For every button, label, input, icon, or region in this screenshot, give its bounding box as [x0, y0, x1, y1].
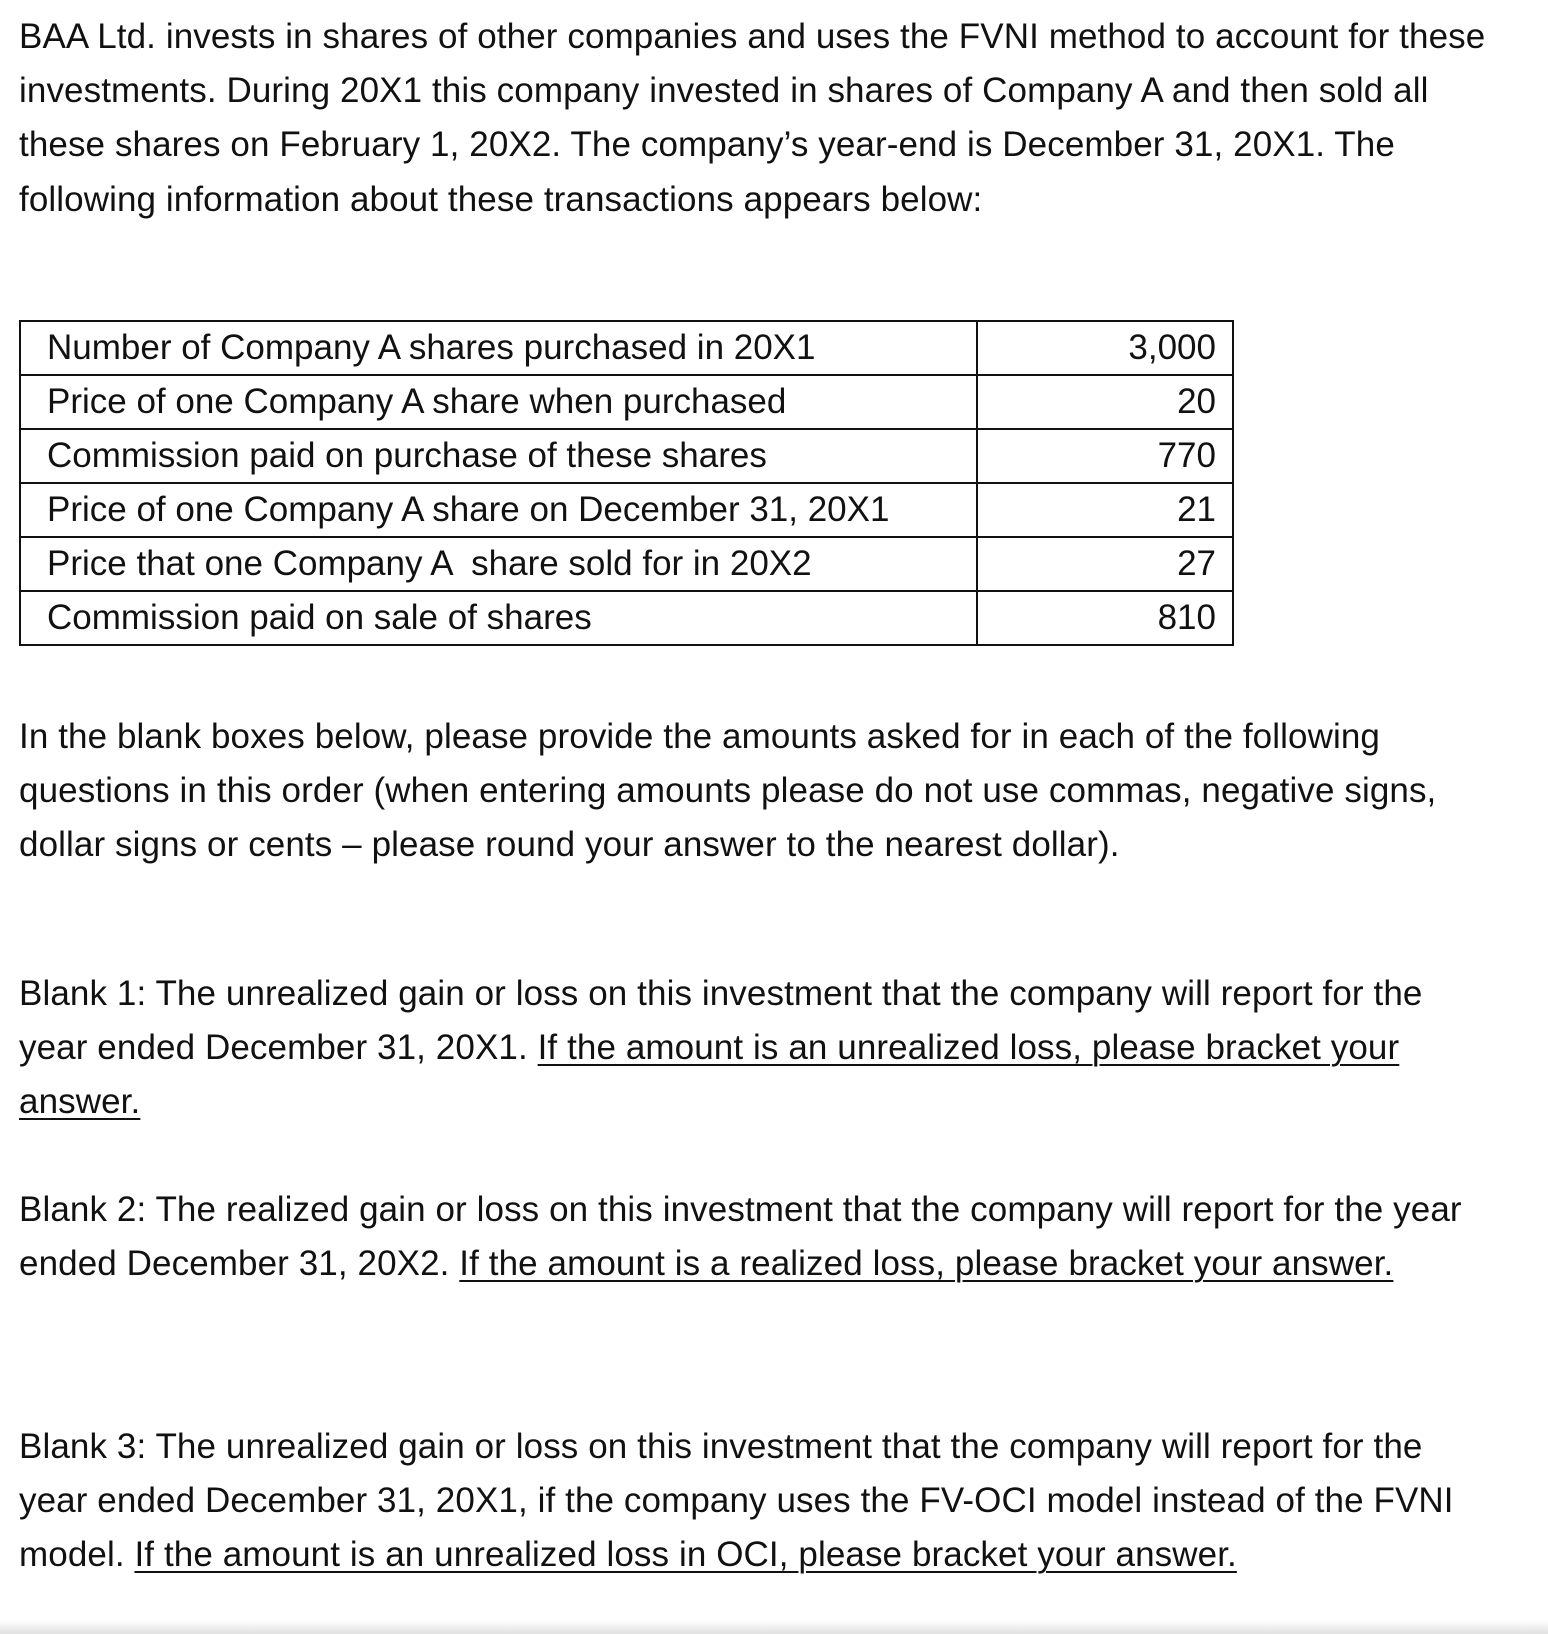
blank-1-question [19, 967, 1499, 1130]
blank-3-note: If the amount is an unrealized loss in OCI, please bracket your answer. [134, 1535, 1237, 1575]
bottom-scroll-shadow [0, 1620, 1548, 1634]
row-label: Commission paid on purchase of these shares [20, 429, 977, 483]
blank-1-text: Blank 1: The unrealized gain or loss on this investment that the company will report for the year ended December 31, 20X1. [19, 974, 1423, 1068]
row-value: 27 [977, 537, 1233, 591]
row-label: Price that one Company A share sold for in 20X2 [20, 537, 977, 591]
row-label: Price of one Company A share on December 31, 20X1 [20, 483, 977, 537]
blank-2-question [19, 1183, 1499, 1291]
table-row [20, 537, 1233, 591]
row-label: Commission paid on sale of shares [20, 591, 977, 645]
row-value: 21 [977, 483, 1233, 537]
blank-3-question [19, 1420, 1499, 1583]
blank-2-note: If the amount is a realized loss, please bracket your answer. [459, 1244, 1394, 1284]
table-row [20, 483, 1233, 537]
question-page [19, 10, 1519, 1575]
row-label: Number of Company A shares purchased in 20X1 [20, 321, 977, 375]
transaction-info-table [19, 320, 1234, 646]
blank-1-note: If the amount is an unrealized loss, please bracket your answer. [19, 1028, 1400, 1122]
row-value: 20 [977, 375, 1233, 429]
table-row [20, 429, 1233, 483]
table-row [20, 591, 1233, 645]
instructions-paragraph: In the blank boxes below, please provide the amounts asked for in each of the following questions in this order (when entering amounts please do not use commas, negative signs, dollar signs or cents – please round your answer to the nearest dollar). [19, 717, 1437, 865]
blank-2-text: Blank 2: The realized gain or loss on this investment that the company will report for the year ended December 31, 20X2. [19, 1190, 1462, 1284]
row-label: Price of one Company A share when purchased [20, 375, 977, 429]
table-row [20, 321, 1233, 375]
row-value: 770 [977, 429, 1233, 483]
intro-paragraph: BAA Ltd. invests in shares of other companies and uses the FVNI method to account for these investments. During 20X1 this company invested in shares of Company A and then sold all these shares on February 1, 20X2. The company’s year-end is December 31, 20X1. The following information about these transactions appears below: [19, 17, 1486, 219]
blank-3-text: Blank 3: The unrealized gain or loss on this investment that the company will report for the year ended December 31, 20X1, if the company uses the FV-OCI model instead of the FVNI model. [19, 1427, 1454, 1575]
row-value: 810 [977, 591, 1233, 645]
table-row [20, 375, 1233, 429]
row-value: 3,000 [977, 321, 1233, 375]
